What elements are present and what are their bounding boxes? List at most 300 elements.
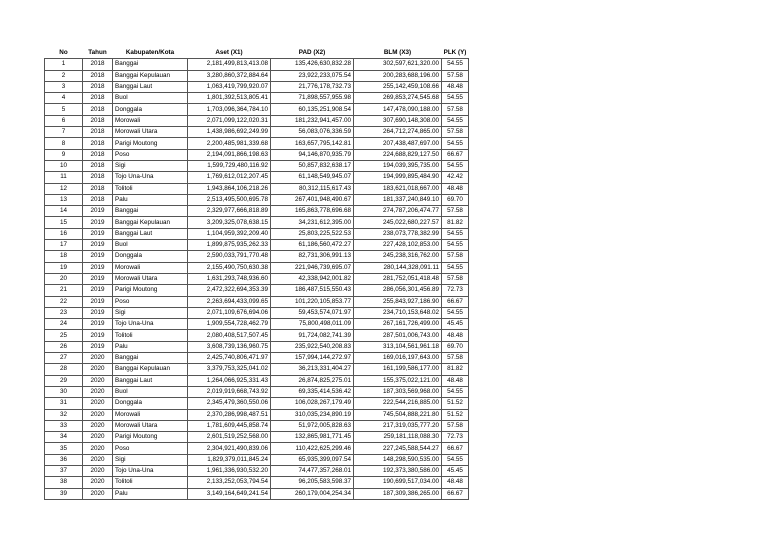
cell-aset: 2,601,519,252,568.00 [188,432,271,443]
cell-kabupaten-kota: Banggai Laut [113,375,188,386]
cell-pad: 80,312,115,617.43 [271,183,354,194]
cell-pad: 61,148,549,945.07 [271,172,354,183]
cell-plk: 54.55 [442,160,469,171]
cell-tahun: 2018 [83,70,113,81]
cell-blm: 255,843,927,186.90 [354,296,442,307]
cell-aset: 2,472,322,694,353.39 [188,285,271,296]
table-row [45,454,469,465]
cell-kabupaten-kota: Donggala [113,104,188,115]
cell-aset: 2,200,485,981,339.68 [188,138,271,149]
table-row [45,81,469,92]
cell-no: 22 [45,296,83,307]
cell-blm: 181,337,240,849.10 [354,194,442,205]
cell-pad: 34,231,612,395.00 [271,217,354,228]
table-row [45,432,469,443]
cell-plk: 54.55 [442,138,469,149]
cell-pad: 61,186,560,472.27 [271,240,354,251]
cell-plk: 45.45 [442,465,469,476]
cell-aset: 2,263,694,433,099.65 [188,296,271,307]
cell-tahun: 2020 [83,454,113,465]
cell-kabupaten-kota: Palu [113,194,188,205]
cell-kabupaten-kota: Banggai Laut [113,81,188,92]
cell-kabupaten-kota: Sigi [113,307,188,318]
cell-plk: 54.55 [442,240,469,251]
cell-blm: 222,544,216,885.00 [354,398,442,409]
cell-pad: 51,972,005,828.63 [271,420,354,431]
cell-blm: 745,504,888,221.80 [354,409,442,420]
cell-no: 10 [45,160,83,171]
cell-blm: 227,428,102,853.00 [354,240,442,251]
cell-blm: 280,144,328,091.11 [354,262,442,273]
cell-plk: 72.73 [442,432,469,443]
cell-no: 12 [45,183,83,194]
cell-kabupaten-kota: Palu [113,341,188,352]
table-row [45,488,469,499]
cell-blm: 190,699,517,034.00 [354,477,442,488]
cell-pad: 91,724,082,741.39 [271,330,354,341]
cell-tahun: 2020 [83,443,113,454]
cell-kabupaten-kota: Parigi Moutong [113,285,188,296]
cell-aset: 1,631,293,748,936.60 [188,273,271,284]
cell-no: 39 [45,488,83,499]
cell-plk: 54.55 [442,59,469,70]
cell-blm: 274,787,206,474.77 [354,206,442,217]
cell-no: 27 [45,353,83,364]
cell-no: 33 [45,420,83,431]
cell-blm: 155,375,022,121.00 [354,375,442,386]
header-row [45,48,469,59]
cell-kabupaten-kota: Banggai [113,353,188,364]
cell-pad: 74,477,357,268.01 [271,465,354,476]
cell-aset: 1,703,096,364,784.10 [188,104,271,115]
cell-kabupaten-kota: Donggala [113,398,188,409]
cell-tahun: 2019 [83,251,113,262]
cell-pad: 96,205,583,598.37 [271,477,354,488]
cell-pad: 94,146,870,935.79 [271,149,354,160]
cell-no: 24 [45,319,83,330]
cell-blm: 234,710,153,648.02 [354,307,442,318]
cell-plk: 66.67 [442,296,469,307]
table-row [45,194,469,205]
cell-pad: 110,422,625,299.46 [271,443,354,454]
cell-blm: 281,752,051,418.48 [354,273,442,284]
cell-no: 16 [45,228,83,239]
cell-pad: 26,874,825,275.01 [271,375,354,386]
table-row [45,465,469,476]
cell-no: 21 [45,285,83,296]
cell-no: 18 [45,251,83,262]
cell-tahun: 2019 [83,330,113,341]
cell-pad: 60,135,251,908.54 [271,104,354,115]
cell-plk: 69.70 [442,341,469,352]
cell-pad: 21,776,178,732.73 [271,81,354,92]
cell-aset: 3,379,753,325,041.02 [188,364,271,375]
cell-pad: 75,800,498,011.09 [271,319,354,330]
cell-aset: 2,425,740,806,471.97 [188,353,271,364]
cell-pad: 106,028,267,179.49 [271,398,354,409]
cell-aset: 2,155,490,750,630.38 [188,262,271,273]
cell-tahun: 2018 [83,115,113,126]
cell-no: 25 [45,330,83,341]
cell-plk: 57.58 [442,251,469,262]
cell-tahun: 2020 [83,398,113,409]
cell-tahun: 2018 [83,138,113,149]
cell-plk: 42.42 [442,172,469,183]
cell-tahun: 2018 [83,104,113,115]
cell-plk: 81.82 [442,217,469,228]
cell-no: 4 [45,93,83,104]
cell-plk: 48.48 [442,81,469,92]
cell-blm: 227,245,588,544.27 [354,443,442,454]
table-row [45,296,469,307]
table-row [45,375,469,386]
cell-no: 6 [45,115,83,126]
cell-plk: 69.70 [442,194,469,205]
table-row [45,127,469,138]
cell-aset: 2,071,099,122,020.31 [188,115,271,126]
cell-aset: 1,829,379,011,845.24 [188,454,271,465]
cell-tahun: 2020 [83,432,113,443]
cell-pad: 25,803,225,522.53 [271,228,354,239]
cell-pad: 235,922,540,208.83 [271,341,354,352]
cell-blm: 194,039,395,735.00 [354,160,442,171]
cell-aset: 2,370,286,998,487.51 [188,409,271,420]
cell-tahun: 2020 [83,477,113,488]
cell-no: 38 [45,477,83,488]
cell-pad: 165,863,778,696.68 [271,206,354,217]
cell-kabupaten-kota: Morowali Utara [113,420,188,431]
cell-blm: 224,688,829,127.50 [354,149,442,160]
cell-blm: 148,298,590,535.00 [354,454,442,465]
cell-pad: 132,865,981,771.45 [271,432,354,443]
cell-blm: 217,319,035,777.20 [354,420,442,431]
cell-aset: 1,063,419,799,920.07 [188,81,271,92]
cell-pad: 50,857,832,638.17 [271,160,354,171]
cell-blm: 161,199,586,177.00 [354,364,442,375]
cell-kabupaten-kota: Sigi [113,160,188,171]
cell-blm: 169,016,197,643.00 [354,353,442,364]
cell-tahun: 2018 [83,183,113,194]
header-blm: BLM (X3) [383,49,412,57]
cell-no: 32 [45,409,83,420]
cell-tahun: 2019 [83,296,113,307]
cell-blm: 207,438,487,697.00 [354,138,442,149]
cell-kabupaten-kota: Poso [113,149,188,160]
header-tahun: Tahun [88,49,107,57]
cell-pad: 42,338,942,001.82 [271,273,354,284]
table-row [45,160,469,171]
cell-tahun: 2020 [83,353,113,364]
cell-tahun: 2020 [83,386,113,397]
cell-kabupaten-kota: Palu [113,488,188,499]
cell-pad: 101,220,105,853.77 [271,296,354,307]
cell-plk: 51.52 [442,398,469,409]
table-row [45,330,469,341]
cell-plk: 54.55 [442,386,469,397]
cell-aset: 2,345,479,360,550.06 [188,398,271,409]
cell-kabupaten-kota: Donggala [113,251,188,262]
cell-kabupaten-kota: Morowali [113,262,188,273]
table-row [45,273,469,284]
cell-plk: 57.58 [442,127,469,138]
table-row [45,228,469,239]
cell-plk: 54.55 [442,115,469,126]
table-row [45,93,469,104]
cell-no: 1 [45,59,83,70]
cell-aset: 2,019,919,668,743.92 [188,386,271,397]
cell-kabupaten-kota: Banggai Laut [113,228,188,239]
cell-pad: 267,401,948,490.67 [271,194,354,205]
cell-tahun: 2019 [83,285,113,296]
cell-pad: 186,487,515,550.43 [271,285,354,296]
cell-aset: 1,801,392,513,805.41 [188,93,271,104]
table-row [45,183,469,194]
cell-blm: 187,303,569,968.00 [354,386,442,397]
cell-no: 15 [45,217,83,228]
table-row [45,172,469,183]
cell-plk: 57.58 [442,353,469,364]
cell-plk: 57.58 [442,273,469,284]
table-row [45,386,469,397]
cell-pad: 181,232,941,457.00 [271,115,354,126]
cell-kabupaten-kota: Tolitoli [113,330,188,341]
cell-aset: 3,209,325,078,638.15 [188,217,271,228]
cell-plk: 54.55 [442,307,469,318]
cell-no: 29 [45,375,83,386]
table-row [45,217,469,228]
cell-plk: 48.48 [442,375,469,386]
data-table [44,48,469,500]
cell-plk: 54.55 [442,228,469,239]
cell-blm: 267,161,726,499.00 [354,319,442,330]
cell-pad: 82,731,306,991.13 [271,251,354,262]
cell-no: 7 [45,127,83,138]
cell-aset: 2,304,921,490,839.06 [188,443,271,454]
cell-kabupaten-kota: Poso [113,296,188,307]
cell-plk: 54.55 [442,454,469,465]
cell-no: 5 [45,104,83,115]
table-row [45,443,469,454]
table-row [45,59,469,70]
cell-tahun: 2018 [83,93,113,104]
cell-no: 20 [45,273,83,284]
cell-pad: 65,935,399,097.54 [271,454,354,465]
cell-kabupaten-kota: Banggai Kepulauan [113,70,188,81]
cell-blm: 238,073,778,382.99 [354,228,442,239]
cell-plk: 48.48 [442,477,469,488]
cell-no: 37 [45,465,83,476]
cell-tahun: 2019 [83,273,113,284]
cell-plk: 81.82 [442,364,469,375]
table-row [45,409,469,420]
table-row [45,420,469,431]
cell-kabupaten-kota: Banggai [113,59,188,70]
cell-plk: 48.48 [442,183,469,194]
cell-blm: 287,501,006,743.00 [354,330,442,341]
cell-tahun: 2020 [83,465,113,476]
cell-pad: 56,083,076,336.59 [271,127,354,138]
cell-pad: 157,994,144,272.97 [271,353,354,364]
cell-blm: 269,853,274,545.68 [354,93,442,104]
cell-pad: 69,335,414,536.42 [271,386,354,397]
cell-no: 8 [45,138,83,149]
cell-kabupaten-kota: Parigi Moutong [113,432,188,443]
table-row [45,104,469,115]
cell-blm: 245,238,316,762.00 [354,251,442,262]
cell-aset: 1,781,609,445,858.74 [188,420,271,431]
cell-tahun: 2020 [83,409,113,420]
cell-aset: 3,149,164,649,241.54 [188,488,271,499]
cell-blm: 313,104,561,961.18 [354,341,442,352]
cell-kabupaten-kota: Tojo Una-Una [113,172,188,183]
cell-tahun: 2019 [83,319,113,330]
table-row [45,341,469,352]
cell-plk: 54.55 [442,262,469,273]
cell-tahun: 2019 [83,262,113,273]
cell-kabupaten-kota: Banggai Kepulauan [113,364,188,375]
table-row [45,353,469,364]
cell-no: 31 [45,398,83,409]
cell-aset: 3,280,860,372,884.64 [188,70,271,81]
cell-tahun: 2020 [83,420,113,431]
cell-aset: 1,769,612,012,207.45 [188,172,271,183]
cell-blm: 307,690,148,308.00 [354,115,442,126]
table-row [45,319,469,330]
table-row [45,398,469,409]
table-row [45,364,469,375]
table-row [45,149,469,160]
cell-no: 2 [45,70,83,81]
table-row [45,206,469,217]
cell-no: 17 [45,240,83,251]
cell-tahun: 2018 [83,172,113,183]
header-aset: Aset (X1) [215,49,243,57]
table-row [45,285,469,296]
cell-aset: 2,181,499,813,413.08 [188,59,271,70]
cell-aset: 2,329,977,666,818.89 [188,206,271,217]
header-no: No [59,49,68,57]
cell-aset: 2,071,109,676,694.06 [188,307,271,318]
table-row [45,115,469,126]
cell-blm: 194,999,895,484.90 [354,172,442,183]
cell-tahun: 2018 [83,160,113,171]
cell-no: 9 [45,149,83,160]
cell-no: 36 [45,454,83,465]
cell-plk: 57.58 [442,70,469,81]
cell-plk: 66.67 [442,149,469,160]
cell-aset: 2,080,408,517,507.45 [188,330,271,341]
cell-no: 23 [45,307,83,318]
cell-pad: 310,035,234,890.19 [271,409,354,420]
table-row [45,138,469,149]
cell-tahun: 2020 [83,375,113,386]
cell-tahun: 2019 [83,217,113,228]
cell-aset: 3,608,739,136,960.75 [188,341,271,352]
cell-kabupaten-kota: Morowali Utara [113,273,188,284]
cell-pad: 71,898,557,955.98 [271,93,354,104]
cell-plk: 51.52 [442,409,469,420]
table-body [45,59,469,500]
cell-tahun: 2019 [83,240,113,251]
cell-no: 14 [45,206,83,217]
cell-kabupaten-kota: Buol [113,240,188,251]
cell-kabupaten-kota: Buol [113,93,188,104]
cell-tahun: 2018 [83,149,113,160]
cell-no: 19 [45,262,83,273]
table-row [45,251,469,262]
table-row [45,70,469,81]
cell-kabupaten-kota: Buol [113,386,188,397]
table-row [45,307,469,318]
cell-kabupaten-kota: Banggai Kepulauan [113,217,188,228]
cell-aset: 1,438,986,692,249.99 [188,127,271,138]
cell-aset: 2,590,033,791,770.48 [188,251,271,262]
cell-no: 11 [45,172,83,183]
cell-tahun: 2019 [83,307,113,318]
cell-tahun: 2020 [83,364,113,375]
cell-aset: 1,264,066,925,331.43 [188,375,271,386]
cell-kabupaten-kota: Sigi [113,454,188,465]
cell-blm: 183,621,018,667.00 [354,183,442,194]
header-pad: PAD (X2) [298,49,326,57]
cell-tahun: 2018 [83,81,113,92]
cell-aset: 1,961,336,930,532.20 [188,465,271,476]
cell-plk: 66.67 [442,443,469,454]
cell-pad: 221,946,739,695.07 [271,262,354,273]
cell-plk: 57.58 [442,206,469,217]
cell-no: 26 [45,341,83,352]
cell-plk: 57.58 [442,420,469,431]
cell-blm: 255,142,459,108.66 [354,81,442,92]
cell-plk: 54.55 [442,93,469,104]
cell-kabupaten-kota: Morowali Utara [113,127,188,138]
cell-kabupaten-kota: Parigi Moutong [113,138,188,149]
cell-no: 34 [45,432,83,443]
cell-aset: 2,513,495,500,695.78 [188,194,271,205]
cell-kabupaten-kota: Morowali [113,409,188,420]
cell-aset: 2,133,252,053,794.54 [188,477,271,488]
cell-tahun: 2019 [83,228,113,239]
cell-pad: 23,922,233,075.54 [271,70,354,81]
cell-blm: 192,373,380,586.00 [354,465,442,476]
cell-blm: 264,712,274,865.00 [354,127,442,138]
cell-blm: 302,597,621,320.00 [354,59,442,70]
cell-aset: 1,899,875,935,262.33 [188,240,271,251]
cell-pad: 36,213,331,404.27 [271,364,354,375]
cell-tahun: 2019 [83,341,113,352]
cell-pad: 135,426,630,832.28 [271,59,354,70]
cell-aset: 2,194,091,866,198.63 [188,149,271,160]
cell-kabupaten-kota: Banggai [113,206,188,217]
cell-tahun: 2018 [83,194,113,205]
cell-plk: 72.73 [442,285,469,296]
cell-no: 30 [45,386,83,397]
cell-tahun: 2018 [83,59,113,70]
cell-aset: 1,909,554,728,462.79 [188,319,271,330]
table-row [45,477,469,488]
cell-blm: 259,181,118,088.30 [354,432,442,443]
cell-blm: 200,283,688,196.00 [354,70,442,81]
cell-pad: 59,453,574,071.97 [271,307,354,318]
cell-plk: 45.45 [442,319,469,330]
cell-kabupaten-kota: Poso [113,443,188,454]
cell-blm: 147,478,090,188.00 [354,104,442,115]
table-row [45,240,469,251]
cell-kabupaten-kota: Tojo Una-Una [113,319,188,330]
cell-tahun: 2020 [83,488,113,499]
cell-kabupaten-kota: Morowali [113,115,188,126]
cell-plk: 48.48 [442,330,469,341]
